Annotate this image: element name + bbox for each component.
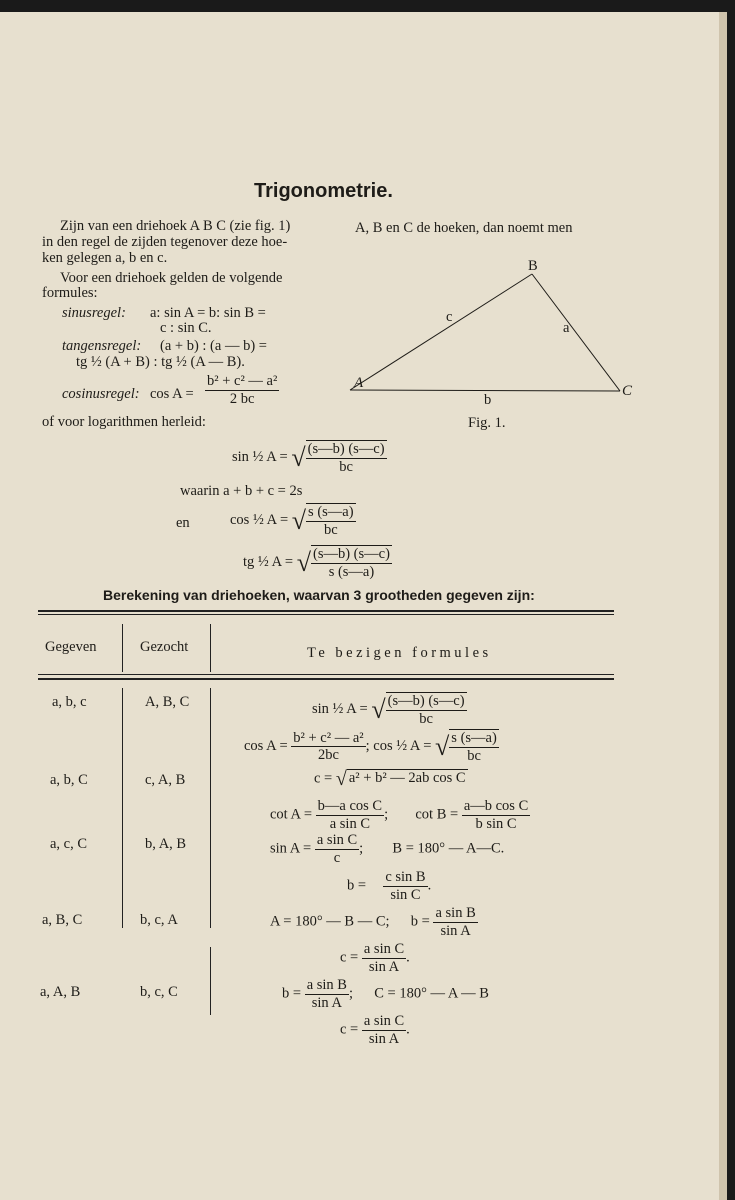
formula-lhs: cot A = xyxy=(270,806,313,823)
tangens-rule-line-1: (a + b) : (a — b) = xyxy=(160,338,267,354)
log-sin-numerator: (s—b) (s—c) xyxy=(307,441,385,457)
log-formula-tg xyxy=(243,545,392,580)
formula-lhs: b = xyxy=(410,913,430,930)
log-formula-cos xyxy=(230,503,356,538)
sinus-rule-line-1: a: sin A = b: sin B = xyxy=(150,305,266,321)
sought-cell: b, c, A xyxy=(140,912,178,928)
formula-lhs: c = xyxy=(314,770,333,787)
sqrt-icon: √ xyxy=(335,768,347,790)
formula-denominator: bc xyxy=(419,710,433,727)
formula-numerator: (s—b) (s—c) xyxy=(387,693,465,709)
side-b-line xyxy=(350,390,620,391)
formula-end: . xyxy=(406,949,410,966)
header-gegeven: Gegeven xyxy=(45,639,97,655)
formula-lhs: b = xyxy=(347,877,367,894)
formula-denominator: sin A xyxy=(368,1030,400,1047)
formula-denominator: bc xyxy=(467,747,481,764)
formula-numerator: a sin C xyxy=(316,832,358,848)
formula-denominator: sin A xyxy=(440,922,471,939)
table-col-divider-2 xyxy=(210,688,211,928)
table-col-divider-2-head xyxy=(210,624,211,672)
formula-row-3b xyxy=(347,869,431,903)
formula-numerator: c sin B xyxy=(385,869,426,885)
cosinus-rule-numerator: b² + c² — a² xyxy=(207,373,278,389)
table-top-rule xyxy=(38,610,614,612)
formula-row-3a xyxy=(270,832,504,866)
formula-lhs: b = xyxy=(282,985,302,1002)
formula-numerator: a sin B xyxy=(435,905,476,921)
formula-numerator: s (s—a) xyxy=(451,730,497,746)
formula-row-2a xyxy=(314,769,468,789)
formula-mid: ; xyxy=(359,840,364,857)
intro-line-1b: A, B en C de hoeken, dan noemt men xyxy=(355,220,573,236)
formula-lhs: A = 180° — B — C; xyxy=(270,913,390,930)
formula-denominator: sin C xyxy=(390,886,421,903)
sinus-rule-label: sinusregel: xyxy=(62,305,126,321)
log-tg-lhs: tg ½ A = xyxy=(243,554,294,570)
cosinus-rule-label: cosinusregel: xyxy=(62,386,140,402)
intro-line-5: formules: xyxy=(42,285,98,301)
log-tg-denominator: s (s—a) xyxy=(328,563,375,580)
waarin-line: waarin a + b + c = 2s xyxy=(180,483,303,499)
log-cos-denominator: bc xyxy=(323,521,338,538)
formula-end: . xyxy=(406,1021,410,1038)
side-b-label: b xyxy=(484,392,492,408)
page-title: Trigonometrie. xyxy=(254,180,393,202)
table-col-divider-1 xyxy=(122,688,123,928)
cosinus-rule-lhs: cos A = xyxy=(150,386,194,402)
side-c-line xyxy=(350,274,532,390)
table-top-rule-thin xyxy=(38,614,614,615)
formula-numerator: a sin C xyxy=(363,941,405,957)
sqrt-icon: √ xyxy=(435,731,450,761)
tangens-rule-label: tangensregel: xyxy=(62,338,142,354)
sinus-rule-line-2: c : sin C. xyxy=(160,320,212,336)
log-sin-lhs: sin ½ A = xyxy=(232,449,288,465)
formula-denominator: sin A xyxy=(311,994,342,1011)
log-lead-text: of voor logarithmen herleid: xyxy=(42,414,206,430)
en-text: en xyxy=(176,515,190,531)
formula-denominator: 2bc xyxy=(317,747,339,764)
log-sin-denominator: bc xyxy=(339,458,353,475)
formula-rhs: C = 180° — A — B xyxy=(374,985,489,1002)
sqrt-icon: √ xyxy=(371,694,386,724)
table-col-divider-1-head xyxy=(122,624,123,672)
formula-denominator: sin A xyxy=(368,958,400,975)
formula-lhs: cos A = xyxy=(244,738,288,754)
tangens-rule-line-2: tg ½ (A + B) : tg ½ (A — B). xyxy=(76,354,245,370)
formula-mid: ; xyxy=(348,985,353,1002)
formula-rhs: B = 180° — A—C. xyxy=(392,840,505,857)
log-formula-sin xyxy=(232,440,387,475)
figure-caption: Fig. 1. xyxy=(468,415,506,431)
table-col-divider-2-lower xyxy=(210,947,211,1015)
side-a-label: a xyxy=(563,320,570,336)
book-page xyxy=(0,12,727,1200)
formula-numerator: a sin B xyxy=(306,977,347,993)
formula-row-1b xyxy=(244,729,499,764)
formula-mid: ; cos ½ A = xyxy=(365,738,432,754)
vertex-A-label: A xyxy=(354,375,364,391)
formula-row-5a xyxy=(282,977,489,1011)
given-cell: a, c, C xyxy=(50,836,88,852)
header-formules: Te bezigen formules xyxy=(307,645,492,661)
formula-numerator: b² + c² — a² xyxy=(293,729,364,746)
vertex-C-label: C xyxy=(622,383,633,399)
formula-mid: ; xyxy=(384,806,389,823)
sought-cell: b, c, C xyxy=(140,984,178,1000)
intro-line-2: in den regel de zijden tegenover deze hoe- xyxy=(42,234,288,250)
sqrt-icon: √ xyxy=(296,547,311,577)
page-edge xyxy=(719,12,727,1200)
side-c-label: c xyxy=(446,309,453,325)
header-gezocht: Gezocht xyxy=(140,639,189,655)
formula-radicand: a² + b² — 2ab cos C xyxy=(348,770,466,787)
formula-denominator: b sin C xyxy=(475,815,517,832)
sqrt-icon: √ xyxy=(291,442,306,472)
formula-row-4a xyxy=(270,905,478,939)
formula-row-5b xyxy=(340,1013,410,1047)
table-heading: Berekening van driehoeken, waarvan 3 grootheden gegeven zijn: xyxy=(103,587,535,603)
formula-lhs: sin ½ A = xyxy=(312,701,368,717)
given-cell: a, B, C xyxy=(42,912,83,928)
formula-row-1a xyxy=(312,692,467,727)
sought-cell: b, A, B xyxy=(145,836,187,852)
formula-lhs: sin A = xyxy=(270,840,312,857)
cosinus-rule-fraction xyxy=(205,373,279,407)
formula-row-2b xyxy=(270,798,530,832)
intro-line-3: ken gelegen a, b en c. xyxy=(42,250,168,266)
given-cell: a, b, C xyxy=(50,772,88,788)
formula-row-4b xyxy=(340,941,410,975)
triangle-figure xyxy=(340,257,640,437)
vertex-B-label: B xyxy=(528,258,538,274)
intro-line-4: Voor een driehoek gelden de volgende xyxy=(60,270,283,286)
cosinus-rule-denominator: 2 bc xyxy=(229,390,255,407)
side-a-line xyxy=(532,274,620,391)
formula-lhs: cot B = xyxy=(415,806,459,823)
formula-lhs: c = xyxy=(340,949,359,966)
formula-numerator: a—b cos C xyxy=(463,798,529,814)
log-cos-numerator: s (s—a) xyxy=(308,504,354,520)
formula-numerator: a sin C xyxy=(363,1013,405,1029)
sqrt-icon: √ xyxy=(291,505,307,535)
given-cell: a, A, B xyxy=(40,984,81,1000)
log-tg-numerator: (s—b) (s—c) xyxy=(312,546,390,562)
table-header-rule xyxy=(38,674,614,675)
formula-denominator: a sin C xyxy=(329,815,370,832)
given-cell: a, b, c xyxy=(52,694,87,710)
intro-line-1a: Zijn van een driehoek A B C (zie fig. 1) xyxy=(60,218,291,234)
formula-lhs: c = xyxy=(340,1021,359,1038)
table-header-rule-thick xyxy=(38,678,614,680)
formula-end: . xyxy=(427,877,432,894)
sought-cell: A, B, C xyxy=(145,694,190,710)
formula-numerator: b—a cos C xyxy=(317,798,383,814)
log-cos-lhs: cos ½ A = xyxy=(230,512,289,528)
sought-cell: c, A, B xyxy=(145,772,186,788)
formula-denominator: c xyxy=(333,849,341,866)
